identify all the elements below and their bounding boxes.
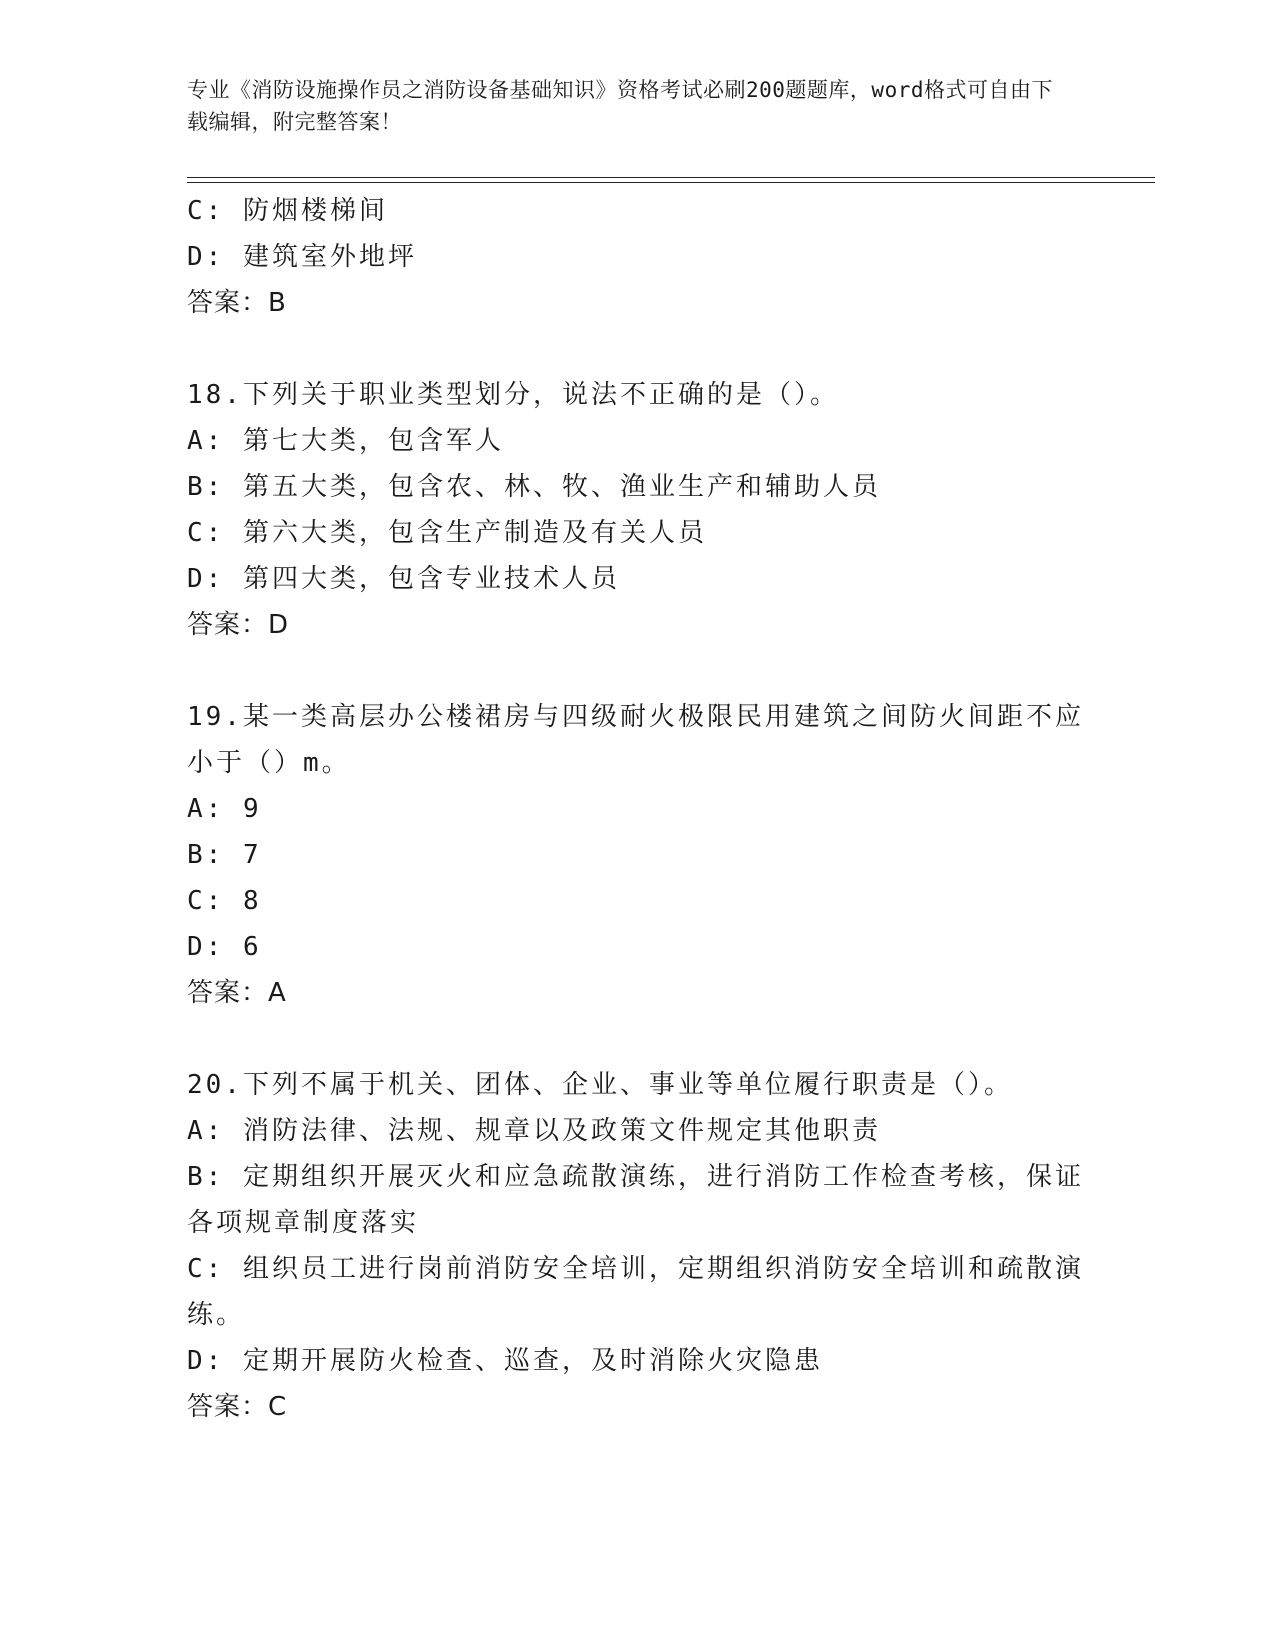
question-19-text: 19.某一类高层办公楼裙房与四级耐火极限民用建筑之间防火间距不应小于（）m。	[187, 702, 1084, 778]
answer-label: 答案：D	[187, 610, 290, 640]
question-content	[187, 188, 1087, 1430]
option-c: C: 组织员工进行岗前消防安全培训，定期组织消防安全培训和疏散演练。	[187, 1254, 1084, 1330]
option-b: B: 第五大类，包含农、林、牧、渔业生产和辅助人员	[187, 472, 881, 502]
option-b: B: 7	[187, 840, 262, 870]
option-d: D: 建筑室外地坪	[187, 242, 417, 272]
option-d: D: 6	[187, 932, 262, 962]
question-20-text: 20.下列不属于机关、团体、企业、事业等单位履行职责是（）。	[187, 1070, 1013, 1100]
header-rule-top	[187, 177, 1155, 178]
question-18-text: 18.下列关于职业类型划分，说法不正确的是（）。	[187, 380, 839, 410]
answer-label: 答案：A	[187, 978, 287, 1008]
option-a: A: 第七大类，包含军人	[187, 426, 504, 456]
option-c: C: 防烟楼梯间	[187, 196, 388, 226]
option-b: B: 定期组织开展灭火和应急疏散演练，进行消防工作检查考核，保证各项规章制度落实	[187, 1162, 1084, 1238]
answer-label: 答案：B	[187, 288, 287, 318]
option-c: C: 第六大类，包含生产制造及有关人员	[187, 518, 707, 548]
option-a: A: 9	[187, 794, 262, 824]
option-c: C: 8	[187, 886, 262, 916]
option-d: D: 第四大类，包含专业技术人员	[187, 564, 620, 594]
header-rule-bottom	[187, 182, 1155, 183]
answer-label: 答案：C	[187, 1392, 288, 1422]
document-header: 专业《消防设施操作员之消防设备基础知识》资格考试必刷200题题库，word格式可自由下载编辑，附完整答案！	[187, 78, 1053, 134]
option-a: A: 消防法律、法规、规章以及政策文件规定其他职责	[187, 1116, 881, 1146]
option-d: D: 定期开展防火检查、巡查，及时消除火灾隐患	[187, 1346, 823, 1376]
